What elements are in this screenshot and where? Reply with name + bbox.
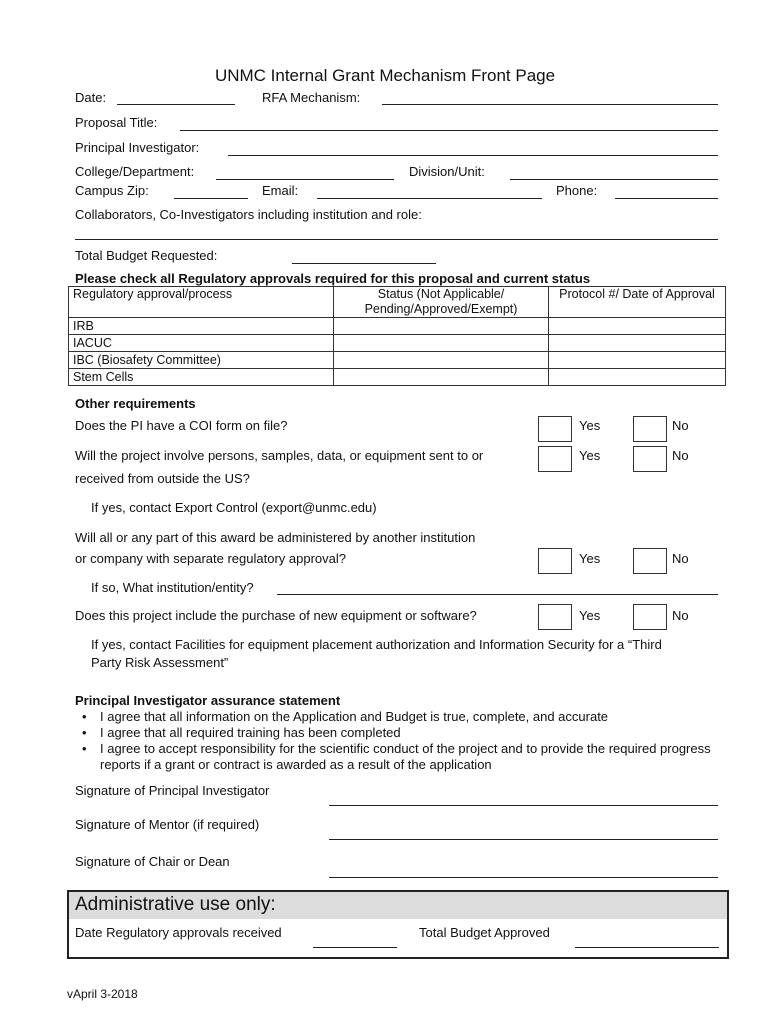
signature-mentor-field[interactable] — [329, 839, 718, 840]
assurance-item: • I agree to accept responsibility for the scientific conduct of the project and to provide the required progress reports if a grant or contract is awarded as a result of the application — [80, 741, 720, 773]
q-other-institution-line1: Will all or any part of this award be administered by another institution — [75, 530, 476, 545]
campus-zip-field[interactable] — [174, 198, 248, 199]
assurance-heading: Principal Investigator assurance statement — [75, 693, 341, 708]
division-field[interactable] — [510, 179, 718, 180]
regulatory-table — [68, 286, 726, 386]
institution-entity-field[interactable] — [277, 594, 718, 595]
q-other-institution-line2: or company with separate regulatory approval? — [75, 551, 346, 566]
coi-no-label: No — [672, 418, 689, 433]
table-row — [69, 352, 726, 369]
coi-yes-checkbox[interactable] — [538, 416, 572, 442]
assurance-item: • I agree that all required training has been completed — [80, 725, 720, 741]
row-label-iacuc: IACUC — [69, 335, 334, 352]
col-header-process: Regulatory approval/process — [69, 287, 334, 318]
phone-field[interactable] — [615, 198, 718, 199]
iacuc-protocol-cell[interactable] — [549, 335, 726, 352]
table-row — [69, 335, 726, 352]
international-no-checkbox[interactable] — [633, 446, 667, 472]
signature-chair-label: Signature of Chair or Dean — [75, 854, 230, 869]
table-row — [69, 318, 726, 335]
table-row — [69, 369, 726, 386]
version-footer: vApril 3-2018 — [67, 987, 138, 1001]
email-label: Email: — [262, 183, 299, 198]
col-header-protocol: Protocol #/ Date of Approval — [549, 287, 726, 318]
equipment-yes-label: Yes — [579, 608, 601, 623]
other-institution-yes-label: Yes — [579, 551, 601, 566]
admin-box — [67, 890, 729, 959]
rfa-field[interactable] — [382, 104, 718, 105]
ibc-protocol-cell[interactable] — [549, 352, 726, 369]
stem-cells-status-cell[interactable] — [334, 369, 549, 386]
other-institution-no-checkbox[interactable] — [633, 548, 667, 574]
pi-field[interactable] — [228, 155, 718, 156]
collaborators-label: Collaborators, Co-Investigators including institution and role: — [75, 207, 422, 222]
ibc-status-cell[interactable] — [334, 352, 549, 369]
q-international-line1: Will the project involve persons, samples, data, or equipment sent to or — [75, 448, 484, 463]
admin-heading: Administrative use only: — [75, 894, 276, 915]
q-international-line2: received from outside the US? — [75, 471, 250, 486]
date-received-label: Date Regulatory approvals received — [75, 925, 282, 940]
equipment-yes-checkbox[interactable] — [538, 604, 572, 630]
other-institution-yes-checkbox[interactable] — [538, 548, 572, 574]
collaborators-field[interactable] — [75, 239, 718, 240]
col-header-status: Status (Not Applicable/ Pending/Approved/Exempt) — [334, 287, 549, 318]
budget-approved-label: Total Budget Approved — [419, 925, 550, 940]
division-label: Division/Unit: — [409, 164, 485, 179]
campus-zip-label: Campus Zip: — [75, 183, 149, 198]
signature-mentor-label: Signature of Mentor (if required) — [75, 817, 260, 832]
international-no-label: No — [672, 448, 689, 463]
equipment-note-line1: If yes, contact Facilities for equipment placement authorization and Information Security for a “Third — [91, 637, 662, 652]
proposal-title-label: Proposal Title: — [75, 115, 158, 130]
irb-status-cell[interactable] — [334, 318, 549, 335]
phone-label: Phone: — [556, 183, 598, 198]
stem-cells-protocol-cell[interactable] — [549, 369, 726, 386]
date-field[interactable] — [117, 104, 235, 105]
rfa-label: RFA Mechanism: — [262, 90, 361, 105]
institution-entity-label: If so, What institution/entity? — [91, 580, 254, 595]
assurance-list — [80, 709, 720, 773]
q-equipment: Does this project include the purchase of new equipment or software? — [75, 608, 477, 623]
export-control-note: If yes, contact Export Control (export@unmc.edu) — [91, 500, 377, 515]
international-yes-checkbox[interactable] — [538, 446, 572, 472]
pi-label: Principal Investigator: — [75, 140, 200, 155]
iacuc-status-cell[interactable] — [334, 335, 549, 352]
row-label-ibc: IBC (Biosafety Committee) — [69, 352, 334, 369]
other-requirements-heading: Other requirements — [75, 396, 196, 411]
equipment-no-label: No — [672, 608, 689, 623]
row-label-irb: IRB — [69, 318, 334, 335]
signature-chair-field[interactable] — [329, 877, 718, 878]
coi-yes-label: Yes — [579, 418, 601, 433]
coi-no-checkbox[interactable] — [633, 416, 667, 442]
budget-label: Total Budget Requested: — [75, 248, 218, 263]
assurance-item: • I agree that all information on the Application and Budget is true, complete, and accurate — [80, 709, 720, 725]
college-field[interactable] — [216, 179, 394, 180]
page-title: UNMC Internal Grant Mechanism Front Page — [214, 66, 556, 85]
equipment-note-line2: Party Risk Assessment” — [91, 655, 229, 670]
international-yes-label: Yes — [579, 448, 601, 463]
budget-approved-field[interactable] — [575, 947, 719, 948]
college-label: College/Department: — [75, 164, 195, 179]
date-received-field[interactable] — [313, 947, 397, 948]
regulatory-heading: Please check all Regulatory approvals required for this proposal and current status — [75, 271, 591, 286]
signature-pi-field[interactable] — [329, 805, 718, 806]
irb-protocol-cell[interactable] — [549, 318, 726, 335]
email-field[interactable] — [317, 198, 542, 199]
row-label-stem-cells: Stem Cells — [69, 369, 334, 386]
budget-field[interactable] — [292, 263, 436, 264]
date-label: Date: — [75, 90, 107, 105]
signature-pi-label: Signature of Principal Investigator — [75, 783, 270, 798]
proposal-title-field[interactable] — [180, 130, 718, 131]
other-institution-no-label: No — [672, 551, 689, 566]
equipment-no-checkbox[interactable] — [633, 604, 667, 630]
q-coi: Does the PI have a COI form on file? — [75, 418, 288, 433]
